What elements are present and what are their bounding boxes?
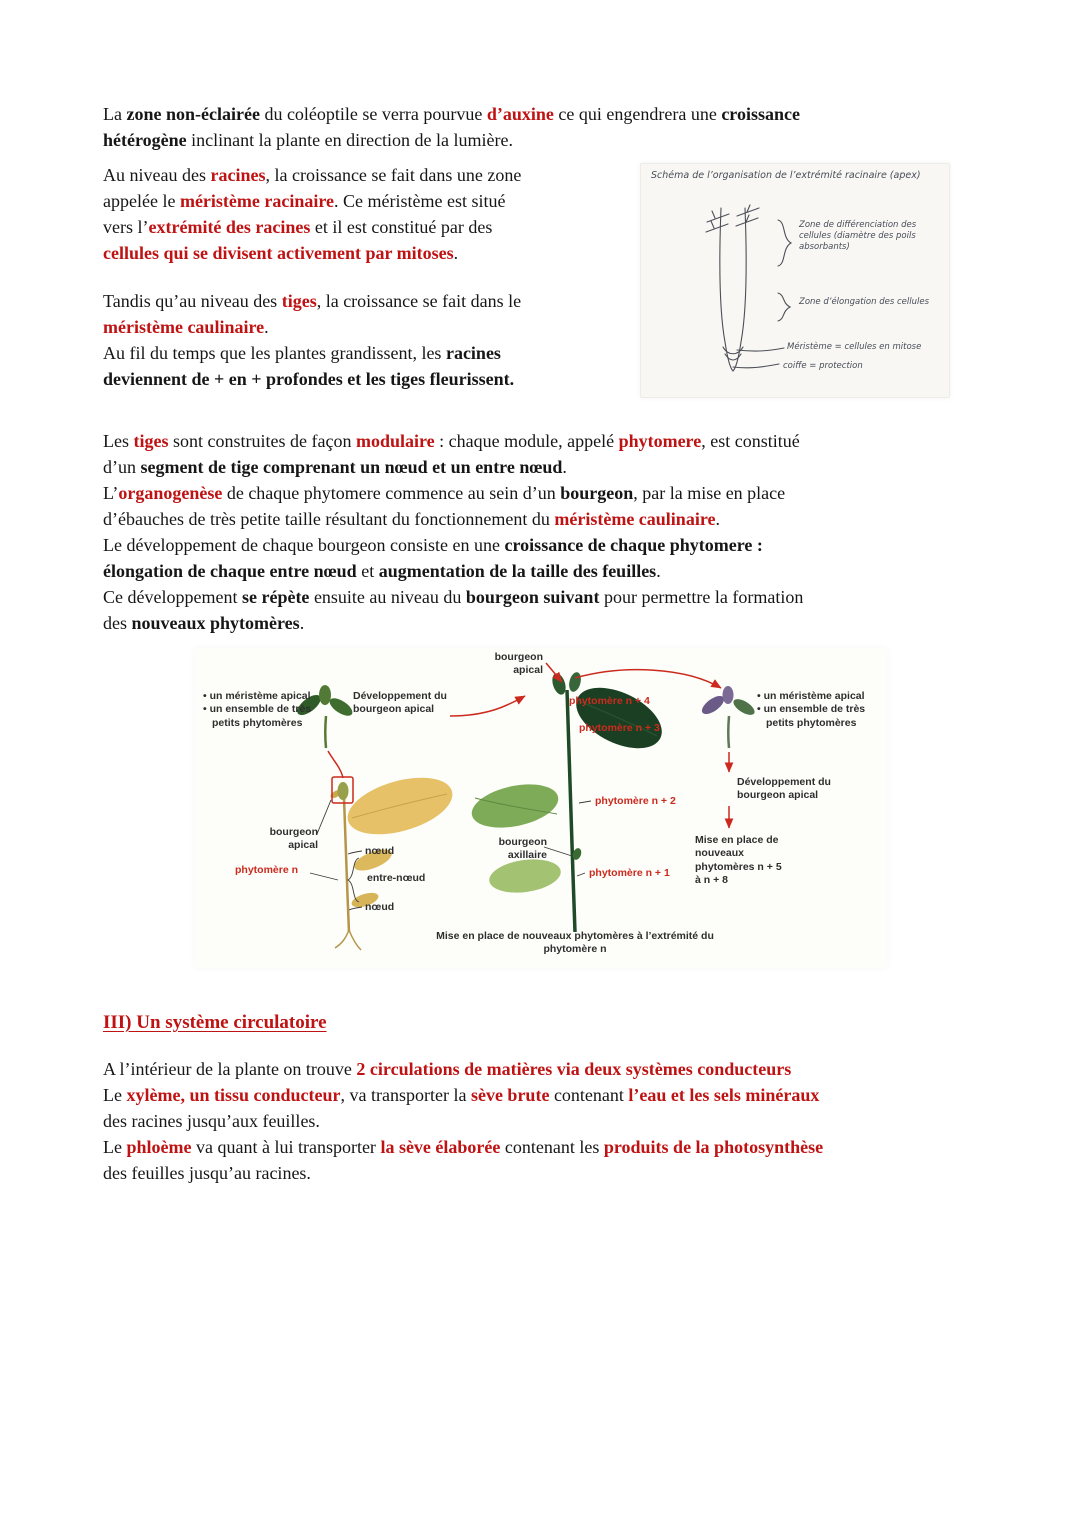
paragraph-repete: Ce développement se répète ensuite au niveau du bourgeon suivant pour permettre la formation des nouveaux phytomères. <box>103 587 804 633</box>
label-noeud-bottom: nœud <box>365 901 395 913</box>
paragraph-auxine: La zone non-éclairée du coléoptile se verra pourvue d’auxine ce qui engendrera une croissance hétérogène inclinant la plante en direction de la lumière. <box>103 104 800 150</box>
paragraph-organogenese: L’organogenèse de chaque phytomere commence au sein d’un bourgeon, par la mise en place d’ébauches de très petite taille résultant du fonctionnement du méristème caulinaire. <box>103 483 786 529</box>
section-heading-systeme-circulatoire: III) Un système circulatoire <box>103 1012 327 1033</box>
label-phytomere-n1: phytomère n + 1 <box>589 867 670 879</box>
label-developpement-bourgeon-right: Développement du bourgeon apical <box>737 776 831 802</box>
text-block-modulaire <box>103 428 983 636</box>
label-bourgeon-apical-top: bourgeon apical <box>494 651 543 677</box>
paragraph-xyleme: Le xylème, un tissu conducteur, va transporter la sève brute contenant l’eau et les sels minéraux des racines jusqu’aux feuilles. <box>103 1085 820 1131</box>
right-seedling-graphic <box>699 686 757 748</box>
bullet-item: • un méristème apical <box>203 690 311 702</box>
label-phytomere-n2: phytomère n + 2 <box>595 795 676 807</box>
paragraph-modulaire: Les tiges sont construites de façon modulaire : chaque module, appelé phytomere, est constitué d’un segment de tige comprenant un nœud et un entre nœud. <box>103 431 800 477</box>
root-apex-figure <box>640 163 950 398</box>
bullet-item: • un méristème apical <box>757 690 865 702</box>
label-phytomere-n3: phytomère n + 3 <box>579 722 660 734</box>
label-entre-noeud: entre-nœud <box>367 872 426 884</box>
bullet-item: • un ensemble de très petits phytomères <box>757 703 866 729</box>
label-mise-en-place-bottom: Mise en place de nouveaux phytomères à l’extrémité du phytomère n <box>436 930 714 956</box>
label-phytomere-n: phytomère n <box>235 864 299 876</box>
label-developpement-bourgeon-left: Développement du bourgeon apical <box>353 690 447 716</box>
label-coiffe: coiffe = protection <box>783 361 863 371</box>
paragraph-developpement: Le développement de chaque bourgeon consiste en une croissance de chaque phytomere : élongation de chaque entre nœud et augmentation de la taille des feuilles. <box>103 535 763 581</box>
label-zone-elongation: Zone d’élongation des cellules <box>799 297 929 307</box>
label-meristem-bullets-left <box>203 690 327 730</box>
bullet-item: • un ensemble de très petits phytomères <box>203 703 312 729</box>
label-bourgeon-axillaire: bourgeon axillaire <box>498 836 547 862</box>
label-meristem-bullets-right <box>757 690 879 730</box>
text-block-circulation <box>103 1056 988 1186</box>
paragraph-tiges: Tandis qu’au niveau des tiges, la croissance se fait dans le méristème caulinaire. <box>103 291 522 337</box>
paragraph-circulations: A l’intérieur de la plante on trouve 2 circulations de matières via deux systèmes conducteurs <box>103 1059 792 1079</box>
phytomere-development-figure <box>195 648 887 968</box>
label-mise-en-place-right: Mise en place de nouveaux phytomères n + 5 à n + 8 <box>695 834 782 887</box>
paragraph-phloeme: Le phloème va quant à lui transporter la sève élaborée contenant les produits de la photosynthèse des feuilles jusqu’au racines. <box>103 1137 824 1183</box>
label-bourgeon-apical-left: bourgeon apical <box>269 826 318 852</box>
label-meristeme: Méristème = cellules en mitose <box>787 342 922 352</box>
label-noeud-top: nœud <box>365 845 395 857</box>
text-column-roots-stems <box>103 162 648 392</box>
label-phytomere-n4: phytomère n + 4 <box>569 695 650 707</box>
figure-title: Schéma de l’organisation de l’extrémité racinaire (apex) <box>651 170 921 181</box>
yellow-plant-graphic <box>329 767 458 950</box>
paragraph-au-fil-du-temps: Au fil du temps que les plantes grandissent, les racines deviennent de + en + profondes et les tiges fleurissent. <box>103 343 515 389</box>
label-zone-differenciation: Zone de différenciation des cellules (diamètre des poils absorbants) <box>799 220 917 253</box>
paragraph-racines: Au niveau des racines, la croissance se fait dans une zone appelée le méristème racinaire. Ce méristème est situé vers l’extrémité des racines et il est constitué par des cellules qui se divisent activement par mitoses. <box>103 165 522 263</box>
